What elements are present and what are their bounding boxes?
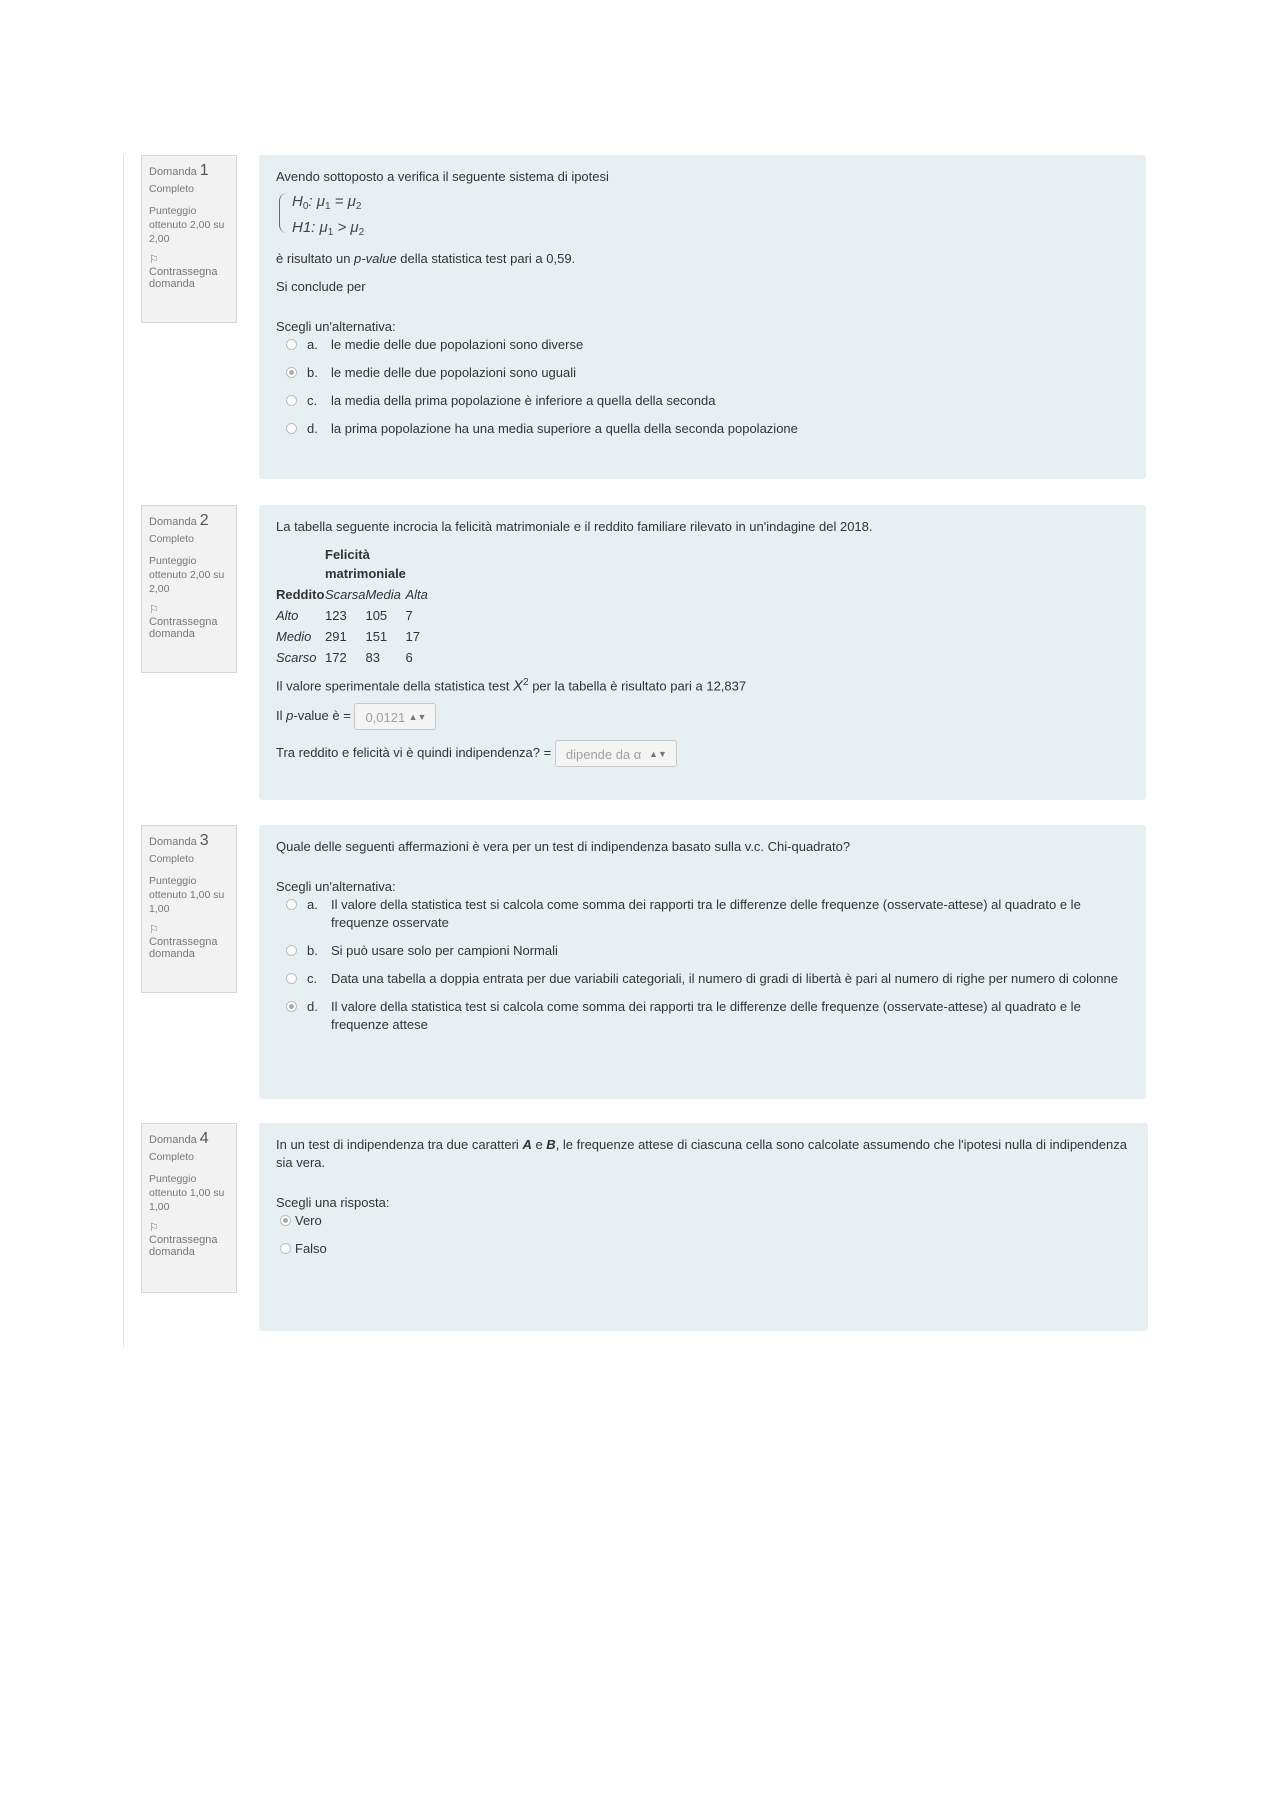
- table-cell: 6: [405, 650, 413, 665]
- question-text: Quale delle seguenti affermazioni è vera per un test di indipendenza basato sulla v.c. Chi-quadrato?: [276, 839, 851, 854]
- flag-question-button[interactable]: ⚐ Contrassegna domanda: [149, 1222, 218, 1258]
- answer-prompt: Scegli una risposta:: [276, 1195, 390, 1210]
- radio-button[interactable]: [286, 395, 297, 406]
- table-cell: 123: [325, 608, 347, 623]
- row-label: Scarso: [276, 650, 317, 665]
- question-content: [259, 155, 1146, 479]
- column-header: Scarsa: [325, 587, 366, 602]
- flag-icon: ⚐: [149, 1222, 159, 1234]
- column-header: Alta: [405, 587, 428, 602]
- question-number: Domanda 4: [149, 1130, 209, 1147]
- question-content: [259, 1123, 1148, 1331]
- flag-icon: ⚐: [149, 604, 159, 616]
- radio-button[interactable]: [286, 423, 297, 434]
- answer-option-d[interactable]: d. Il valore della statistica test si calcola come somma dei rapporti tra le differenze delle frequenze (osservate-attese) al quadrato e le frequenze attese: [276, 998, 1129, 1034]
- pvalue-result-text: è risultato un p-value della statistica test pari a 0,59.: [276, 251, 576, 266]
- radio-button[interactable]: [280, 1243, 291, 1254]
- flag-icon: ⚐: [149, 924, 159, 936]
- answer-option-a[interactable]: a. Il valore della statistica test si calcola come somma dei rapporti tra le differenze delle frequenze (osservate-attese) al quadrato e le frequenze osservate: [276, 896, 1129, 932]
- question-content: [259, 505, 1146, 800]
- brace-icon: [279, 193, 288, 233]
- question-text: La tabella seguente incrocia la felicità matrimoniale e il reddito familiare rilevato in un'indagine del 2018.: [276, 519, 873, 534]
- answer-option-b[interactable]: b. Si può usare solo per campioni Normali: [276, 942, 1129, 960]
- question-number: Domanda 2: [149, 512, 209, 529]
- row-label: Medio: [276, 629, 312, 644]
- question-number: Domanda 1: [149, 162, 209, 179]
- answer-option-false[interactable]: Falso: [276, 1240, 1131, 1258]
- radio-button[interactable]: [286, 339, 297, 350]
- question-state: Completo: [149, 183, 194, 195]
- row-label: Alto: [276, 608, 299, 623]
- table-cell: 7: [405, 608, 413, 623]
- question-text: Avendo sottoposto a verifica il seguente sistema di ipotesi: [276, 169, 609, 184]
- column-header: Media: [365, 587, 401, 602]
- answer-prompt: Scegli un'alternativa:: [276, 879, 396, 894]
- question-state: Completo: [149, 1151, 194, 1163]
- table-cell: 172: [325, 650, 347, 665]
- flag-icon: ⚐: [149, 254, 159, 266]
- alternative-hypothesis: H1: $\mu_1 > \mu_2$: [292, 219, 365, 238]
- select-arrows-icon: ▲▼: [408, 712, 427, 723]
- question-grade: Punteggio ottenuto 2,00 su 2,00: [149, 205, 225, 245]
- column-group-header: Felicità matrimoniale: [325, 547, 406, 581]
- hypothesis-system: [279, 191, 1129, 243]
- table-row: [276, 626, 428, 647]
- flag-question-button[interactable]: ⚐ Contrassegna domanda: [149, 924, 218, 960]
- independence-row: Tra reddito e felicità vi è quindi indipendenza? = dipende da α ▲▼: [276, 740, 1129, 767]
- question-grade: Punteggio ottenuto 1,00 su 1,00: [149, 875, 225, 915]
- question-info: [141, 505, 237, 673]
- contingency-table: [276, 539, 428, 668]
- pvalue-row: Il p-value è = 0,0121 ▲▼: [276, 703, 1129, 730]
- answer-option-true[interactable]: Vero: [276, 1212, 1131, 1230]
- table-cell: 83: [365, 650, 380, 665]
- answer-option-d[interactable]: d. la prima popolazione ha una media superiore a quella della seconda popolazione: [276, 420, 1129, 438]
- answer-option-b[interactable]: b. le medie delle due popolazioni sono uguali: [276, 364, 1129, 382]
- table-row: [276, 647, 428, 668]
- table-cell: 105: [365, 608, 388, 623]
- page-left-rule: [123, 155, 124, 1347]
- flag-question-button[interactable]: ⚐ Contrassegna domanda: [149, 254, 218, 290]
- answer-option-c[interactable]: c. Data una tabella a doppia entrata per due variabili categoriali, il numero di gradi di libertà è pari al numero di righe per numero di colonne: [276, 970, 1129, 988]
- question-info: [141, 825, 237, 993]
- row-group-header: Reddito: [276, 587, 325, 602]
- statistic-text: Il valore sperimentale della statistica test $X^2$ per la tabella è risultato pari a 12,837: [276, 677, 747, 695]
- table-row: [276, 605, 428, 626]
- pvalue-select[interactable]: 0,0121 ▲▼: [354, 703, 436, 730]
- question-grade: Punteggio ottenuto 2,00 su 2,00: [149, 555, 225, 595]
- question-content: [259, 825, 1146, 1099]
- radio-button[interactable]: [286, 945, 297, 956]
- question-info: [141, 155, 237, 323]
- radio-button[interactable]: [286, 899, 297, 910]
- flag-question-button[interactable]: ⚐ Contrassegna domanda: [149, 604, 218, 640]
- answer-options: [276, 896, 1129, 1034]
- table-cell: 151: [365, 629, 388, 644]
- question-number: Domanda 3: [149, 832, 209, 849]
- radio-button[interactable]: [286, 367, 297, 378]
- independence-select[interactable]: dipende da α ▲▼: [555, 740, 677, 767]
- question-info: [141, 1123, 237, 1293]
- answer-options: [276, 1212, 1131, 1258]
- radio-button[interactable]: [286, 973, 297, 984]
- answer-option-a[interactable]: a. le medie delle due popolazioni sono diverse: [276, 336, 1129, 354]
- table-cell: 291: [325, 629, 347, 644]
- question-text: In un test di indipendenza tra due caratteri A e B, le frequenze attese di ciascuna cella sono calcolate assumendo che l'ipotesi nulla di indipendenza sia vera.: [276, 1137, 1127, 1170]
- conclusion-text: Si conclude per: [276, 279, 366, 294]
- null-hypothesis: $H_0$: $\mu_1 = \mu_2$: [292, 193, 362, 212]
- question-state: Completo: [149, 853, 194, 865]
- radio-button[interactable]: [286, 1001, 297, 1012]
- select-arrows-icon: ▲▼: [649, 749, 667, 760]
- answer-prompt: Scegli un'alternativa:: [276, 319, 396, 334]
- table-cell: 17: [405, 629, 420, 644]
- radio-button[interactable]: [280, 1215, 291, 1226]
- answer-option-c[interactable]: c. la media della prima popolazione è inferiore a quella della seconda: [276, 392, 1129, 410]
- question-state: Completo: [149, 533, 194, 545]
- answer-options: [276, 336, 1129, 438]
- question-grade: Punteggio ottenuto 1,00 su 1,00: [149, 1173, 225, 1213]
